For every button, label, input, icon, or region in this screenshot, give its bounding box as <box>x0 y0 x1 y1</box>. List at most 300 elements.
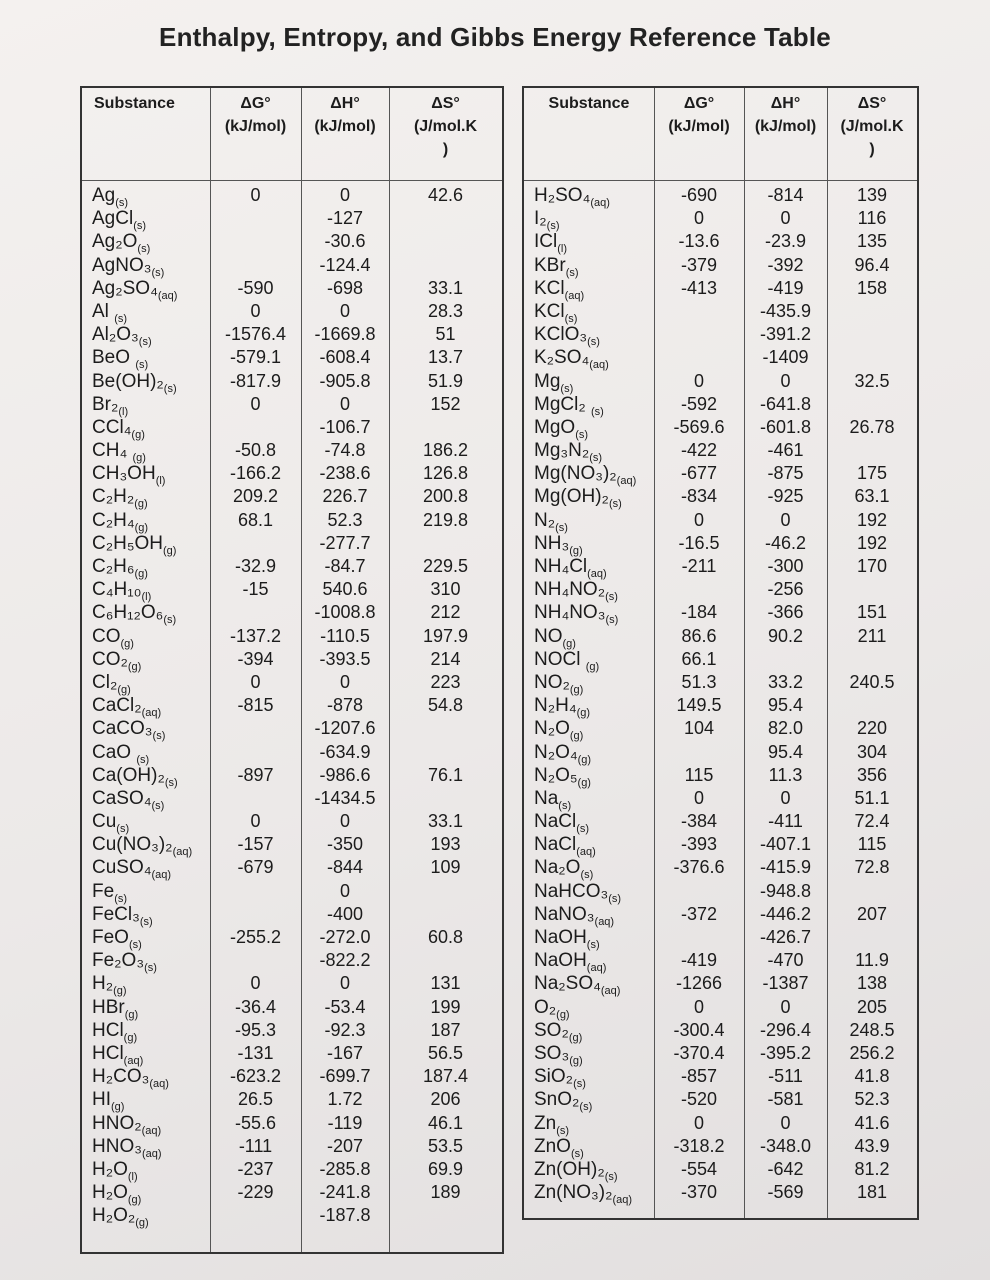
state-label: (s) <box>556 1124 570 1137</box>
formula: KCl <box>534 277 565 299</box>
enthalpy-value: -391.2 <box>759 324 812 345</box>
entropy-value: 53.5 <box>427 1135 464 1156</box>
gibbs-value: -393 <box>680 834 718 855</box>
formula: ICl <box>534 231 558 253</box>
state-label: (g) <box>117 683 131 696</box>
state-label: (aq) <box>612 1193 633 1206</box>
header-enthalpy: ΔH° (kJ/mol) <box>754 95 817 135</box>
table-row <box>524 671 917 694</box>
table-row <box>82 1181 502 1204</box>
enthalpy-value: -300 <box>767 556 804 576</box>
gibbs-value: -897 <box>237 764 274 785</box>
state-label: (g) <box>569 544 583 557</box>
state-label: (g) <box>556 1008 570 1021</box>
state-label: (s) <box>558 799 572 812</box>
gibbs-value: -300.4 <box>673 1019 725 1040</box>
formula: H₂O <box>92 1158 128 1180</box>
formula: HCl <box>92 1019 124 1041</box>
enthalpy-value: -1207.6 <box>314 718 376 739</box>
state-label: (s) <box>605 614 619 627</box>
table-row <box>524 323 917 346</box>
table-row <box>524 462 917 488</box>
formula: N₂O <box>534 718 570 740</box>
state-label: (s) <box>114 892 128 905</box>
table-row <box>524 1088 917 1114</box>
formula: C₆H₁₂O₆ <box>92 602 164 624</box>
table-row <box>524 555 917 578</box>
state-label: (l) <box>118 405 129 418</box>
gibbs-value: -16.5 <box>678 532 720 553</box>
state-label: (l) <box>155 475 166 488</box>
table-header <box>524 88 917 181</box>
enthalpy-value: -400 <box>326 903 364 924</box>
table-row <box>82 1019 502 1042</box>
enthalpy-value: -948.8 <box>759 880 812 901</box>
enthalpy-value: -1387 <box>762 973 809 994</box>
entropy-value: 219.8 <box>422 509 469 530</box>
entropy-value: 33.1 <box>427 277 464 298</box>
gibbs-value: 68.1 <box>237 509 274 530</box>
table-row <box>82 277 502 300</box>
entropy-value: 46.1 <box>427 1112 464 1133</box>
table-row <box>524 926 917 949</box>
gibbs-value: -834 <box>680 486 718 507</box>
entropy-value: 33.1 <box>427 811 464 832</box>
table-row <box>524 300 917 323</box>
gibbs-value: -15 <box>242 579 269 600</box>
entropy-value: 158 <box>856 277 888 298</box>
gibbs-value: 0 <box>693 208 704 229</box>
gibbs-value: 26.5 <box>237 1089 274 1110</box>
table-row <box>82 856 502 882</box>
table-row <box>524 230 917 256</box>
enthalpy-value: -581 <box>767 1089 804 1110</box>
formula: HI <box>92 1089 111 1111</box>
state-label: (g) <box>131 428 145 441</box>
enthalpy-value: -124.4 <box>319 254 371 275</box>
state-label: (g) <box>577 776 591 789</box>
state-label: (aq) <box>564 289 585 302</box>
state-label: (aq) <box>587 567 607 580</box>
table-row <box>524 787 917 810</box>
entropy-value: 214 <box>430 648 461 669</box>
gibbs-value: -211 <box>681 556 717 576</box>
state-label: (g) <box>162 544 177 557</box>
table-row <box>524 532 917 555</box>
table-row <box>524 1158 917 1181</box>
gibbs-value: -857 <box>680 1066 718 1087</box>
enthalpy-value: 90.2 <box>767 625 804 646</box>
enthalpy-value: -393.5 <box>319 648 371 669</box>
table-row <box>524 764 917 787</box>
enthalpy-value: -350 <box>326 834 364 855</box>
state-label: (s) <box>163 382 177 395</box>
enthalpy-value: 540.6 <box>322 579 368 600</box>
entropy-value: 138 <box>856 973 888 994</box>
entropy-value: 11.9 <box>855 950 889 971</box>
formula: H₂O₂ <box>92 1205 136 1227</box>
state-label: (s) <box>605 590 618 603</box>
enthalpy-value: -207 <box>326 1135 364 1156</box>
formula: H₂SO₄ <box>534 185 591 206</box>
table-row <box>524 509 917 532</box>
formula: CCl₄ <box>92 416 132 438</box>
table-row <box>524 439 917 462</box>
enthalpy-value: -446.2 <box>759 903 812 924</box>
table-row <box>82 1112 502 1135</box>
state-label: (g) <box>111 1101 125 1114</box>
entropy-value: 256.2 <box>849 1042 895 1063</box>
state-label: (g) <box>585 660 600 673</box>
entropy-value: 211 <box>857 625 887 646</box>
formula: NH₄Cl <box>534 556 588 577</box>
header-gibbs: ΔG° (kJ/mol) <box>224 95 287 135</box>
state-label: (s) <box>151 266 165 279</box>
formula: C₂H₂ <box>92 486 135 508</box>
gibbs-value: 104 <box>683 718 715 739</box>
formula: Fe <box>92 880 115 902</box>
formula: NaOH <box>534 950 587 972</box>
entropy-value: 240.5 <box>849 671 895 692</box>
gibbs-value: -379 <box>680 254 718 275</box>
enthalpy-value: -392 <box>767 254 804 275</box>
substance-name <box>534 1181 632 1212</box>
state-label: (s) <box>114 312 128 325</box>
table-row <box>82 1158 502 1181</box>
enthalpy-value: -698 <box>326 277 364 298</box>
enthalpy-value: -419 <box>767 277 804 298</box>
table-row <box>524 254 917 277</box>
entropy-value: 60.8 <box>427 927 464 947</box>
formula: H₂ <box>92 973 114 995</box>
formula: Zn(NO₃)₂ <box>534 1182 613 1204</box>
gibbs-value: 209.2 <box>232 486 279 507</box>
formula: CO₂ <box>92 648 128 670</box>
gibbs-value: 0 <box>250 393 261 414</box>
entropy-value: 139 <box>856 185 888 205</box>
state-label: (s) <box>608 498 622 511</box>
formula: SO₃ <box>534 1042 570 1064</box>
gibbs-value: 0 <box>693 509 704 530</box>
table-row <box>82 254 502 277</box>
entropy-value: 192 <box>856 509 888 530</box>
gibbs-value: -184 <box>680 602 718 623</box>
table-row <box>82 393 502 416</box>
formula: AgCl <box>92 208 134 230</box>
enthalpy-value: 0 <box>780 370 791 391</box>
table-row <box>524 694 917 717</box>
entropy-value: 26.78 <box>849 416 895 437</box>
enthalpy-value: -878 <box>326 695 364 716</box>
table-body <box>82 184 502 1230</box>
formula: Mg <box>534 370 561 392</box>
table-row <box>82 810 502 833</box>
state-label: (aq) <box>141 1147 162 1160</box>
gibbs-value: -318.2 <box>673 1135 725 1156</box>
gibbs-value: -131 <box>237 1042 274 1063</box>
table-row <box>524 601 917 627</box>
state-label: (s) <box>139 915 153 928</box>
formula: Mg(OH)₂ <box>534 486 609 508</box>
enthalpy-value: -461 <box>767 440 804 461</box>
enthalpy-value: 95.4 <box>767 741 804 762</box>
gibbs-value: -1576.4 <box>224 324 287 345</box>
gibbs-value: -55.6 <box>234 1112 277 1133</box>
entropy-value: 131 <box>430 973 461 994</box>
formula: HNO₂ <box>92 1112 142 1134</box>
state-label: (s) <box>115 196 129 209</box>
state-label: (aq) <box>594 915 615 928</box>
gibbs-value: -372 <box>680 903 718 924</box>
formula: H₂CO₃ <box>92 1066 150 1088</box>
enthalpy-value: -699.7 <box>319 1066 371 1087</box>
state-label: (aq) <box>141 706 162 719</box>
enthalpy-value: -601.8 <box>759 416 812 437</box>
substance-name <box>92 1204 149 1235</box>
gibbs-value: -370 <box>680 1182 718 1203</box>
enthalpy-value: -366 <box>767 602 804 623</box>
state-label: (g) <box>569 683 584 696</box>
state-label: (aq) <box>590 196 610 209</box>
state-label: (aq) <box>151 869 172 882</box>
state-label: (s) <box>575 428 589 441</box>
table-row <box>82 1042 502 1065</box>
gibbs-value: 0 <box>250 671 261 692</box>
table-row <box>524 741 917 764</box>
formula: I₂ <box>534 208 547 230</box>
gibbs-value: -815 <box>237 695 274 716</box>
enthalpy-value: -844 <box>326 857 364 878</box>
state-label: (s) <box>560 382 574 395</box>
state-label: (g) <box>132 451 146 464</box>
enthalpy-value: -92.3 <box>324 1019 366 1040</box>
entropy-value: 13.7 <box>427 347 464 368</box>
enthalpy-value: -411 <box>768 811 803 832</box>
entropy-value: 56.5 <box>427 1042 464 1063</box>
formula: CaSO₄ <box>92 787 152 809</box>
state-label: (g) <box>124 1008 139 1021</box>
gibbs-value: -569.6 <box>673 416 725 437</box>
formula: CaCl₂ <box>92 695 142 717</box>
table-row <box>82 903 502 926</box>
entropy-value: 175 <box>856 463 888 484</box>
gibbs-value: -36.4 <box>234 996 277 1017</box>
gibbs-value: -817.9 <box>229 370 282 391</box>
enthalpy-value: -905.8 <box>319 370 371 391</box>
table-row <box>524 880 917 903</box>
state-label: (s) <box>573 1077 586 1090</box>
entropy-value: 199 <box>430 996 461 1017</box>
state-label: (s) <box>591 405 604 418</box>
enthalpy-value: 82.0 <box>767 718 804 739</box>
table-row <box>524 277 917 300</box>
table-row <box>82 230 502 256</box>
gibbs-value: 0 <box>250 811 261 832</box>
gibbs-value: -677 <box>680 463 718 484</box>
table-row <box>82 671 502 694</box>
table-row <box>82 717 502 743</box>
entropy-value: 51 <box>435 324 456 345</box>
table-row <box>82 949 502 972</box>
table-row <box>82 485 502 511</box>
state-label: (g) <box>562 637 576 650</box>
formula: FeCl₃ <box>92 903 140 925</box>
gibbs-value: 0 <box>250 185 261 205</box>
formula: Al₂O₃ <box>92 324 139 346</box>
state-label: (s) <box>138 335 152 348</box>
enthalpy-value: -238.6 <box>319 463 371 484</box>
gibbs-value: -370.4 <box>673 1042 725 1063</box>
entropy-value: 81.2 <box>854 1158 890 1179</box>
enthalpy-value: 0 <box>780 787 791 808</box>
table-row <box>524 416 917 439</box>
entropy-value: 189 <box>430 1182 461 1203</box>
state-label: (s) <box>164 776 178 789</box>
table-row <box>82 1088 502 1114</box>
gibbs-value: 0 <box>250 300 261 321</box>
left-table <box>80 86 504 1254</box>
state-label: (g) <box>569 1054 583 1067</box>
state-label: (s) <box>152 730 166 743</box>
entropy-value: 51.1 <box>854 787 890 808</box>
formula: CaCO₃ <box>92 718 153 740</box>
entropy-value: 109 <box>430 857 461 878</box>
table-row <box>82 741 502 764</box>
state-label: (s) <box>151 799 165 812</box>
formula: NOCl <box>534 648 586 670</box>
state-label: (s) <box>589 451 603 464</box>
enthalpy-value: -822.2 <box>319 950 371 971</box>
entropy-value: 52.3 <box>854 1089 890 1110</box>
enthalpy-value: 0 <box>339 300 350 321</box>
formula: SO₂ <box>534 1019 569 1041</box>
entropy-value: 41.8 <box>854 1066 890 1087</box>
table-row <box>82 694 502 717</box>
formula: Cl₂ <box>92 671 118 693</box>
table-row <box>82 880 502 903</box>
state-label: (g) <box>135 1217 149 1230</box>
table-row <box>524 1065 917 1088</box>
gibbs-value: -1266 <box>675 973 723 994</box>
entropy-value: 170 <box>856 556 888 576</box>
formula: MgO <box>534 416 576 438</box>
enthalpy-value: 52.3 <box>327 509 363 530</box>
gibbs-value: 115 <box>684 764 714 785</box>
formula: Ag <box>92 185 116 206</box>
table-row <box>82 601 502 627</box>
state-label: (s) <box>570 1147 584 1160</box>
state-label: (s) <box>135 359 149 372</box>
formula: N₂H₄ <box>534 695 577 717</box>
formula: Fe₂O₃ <box>92 950 145 972</box>
table-row <box>82 462 502 488</box>
table-row <box>82 926 502 949</box>
enthalpy-value: -415.9 <box>759 857 812 878</box>
entropy-value: 32.5 <box>854 370 890 391</box>
formula: Cu <box>92 811 117 833</box>
entropy-value: 186.2 <box>422 440 469 461</box>
entropy-value: 205 <box>856 996 888 1017</box>
state-label: (s) <box>604 1170 618 1183</box>
state-label: (g) <box>134 498 148 511</box>
formula: NH₄NO₂ <box>534 579 606 601</box>
gibbs-value: -229 <box>237 1182 274 1203</box>
formula: Al <box>92 300 115 322</box>
enthalpy-value: -1008.8 <box>314 602 376 623</box>
state-label: (s) <box>576 822 590 835</box>
state-label: (s) <box>565 266 579 279</box>
gibbs-value: -690 <box>680 185 718 205</box>
state-label: (s) <box>133 219 147 232</box>
state-label: (g) <box>120 637 134 650</box>
enthalpy-value: -119 <box>327 1112 363 1133</box>
table-row <box>82 370 502 393</box>
table-row <box>524 856 917 882</box>
gibbs-value: 86.6 <box>681 625 717 646</box>
enthalpy-value: -1434.5 <box>314 787 376 808</box>
enthalpy-value: -241.8 <box>319 1182 371 1203</box>
table-row <box>524 625 917 648</box>
header-substance: Substance <box>548 95 630 112</box>
formula: CuSO₄ <box>92 857 152 879</box>
state-label: (aq) <box>123 1054 144 1067</box>
state-label: (l) <box>557 243 568 256</box>
formula: N₂O₅ <box>534 764 578 786</box>
formula: SnO₂ <box>534 1089 580 1111</box>
header-substance: Substance <box>94 95 175 112</box>
formula: KCl <box>534 300 565 322</box>
table-row <box>524 972 917 998</box>
formula: NaCl <box>534 834 577 856</box>
right-table <box>522 86 919 1220</box>
entropy-value: 197.9 <box>422 625 469 646</box>
formula: Mg(NO₃)₂ <box>534 463 617 485</box>
table-row <box>524 833 917 859</box>
enthalpy-value: -470 <box>767 950 804 971</box>
formula: AgNO₃ <box>92 254 152 276</box>
table-row <box>524 485 917 511</box>
formula: C₄H₁₀ <box>92 579 142 601</box>
entropy-value: 72.4 <box>854 811 890 832</box>
table-row <box>524 949 917 972</box>
formula: Na₂SO₄ <box>534 973 601 995</box>
formula: NaHCO₃ <box>534 880 609 902</box>
table-row <box>82 509 502 532</box>
gibbs-value: -554 <box>680 1158 718 1179</box>
formula: NaNO₃ <box>534 903 595 925</box>
formula: Na₂O <box>534 857 581 879</box>
state-label: (s) <box>136 753 150 766</box>
table-row <box>82 439 502 462</box>
enthalpy-value: 1.72 <box>327 1089 363 1110</box>
table-row <box>524 184 917 207</box>
state-label: (s) <box>128 938 142 951</box>
formula: H₂O <box>92 1182 128 1204</box>
entropy-value: 200.8 <box>422 486 469 507</box>
table-row <box>82 787 502 810</box>
entropy-value: 43.9 <box>854 1135 890 1156</box>
gibbs-value: -384 <box>680 811 718 832</box>
enthalpy-value: -814 <box>767 185 804 205</box>
entropy-value: 248.5 <box>849 1019 895 1040</box>
entropy-value: 126.8 <box>422 463 469 484</box>
gibbs-value: -255.2 <box>229 927 282 947</box>
table-row <box>82 1135 502 1158</box>
entropy-value: 193 <box>430 834 461 855</box>
entropy-value: 41.6 <box>854 1112 890 1133</box>
state-label: (aq) <box>141 1124 162 1137</box>
header-enthalpy: ΔH° (kJ/mol) <box>314 95 376 135</box>
